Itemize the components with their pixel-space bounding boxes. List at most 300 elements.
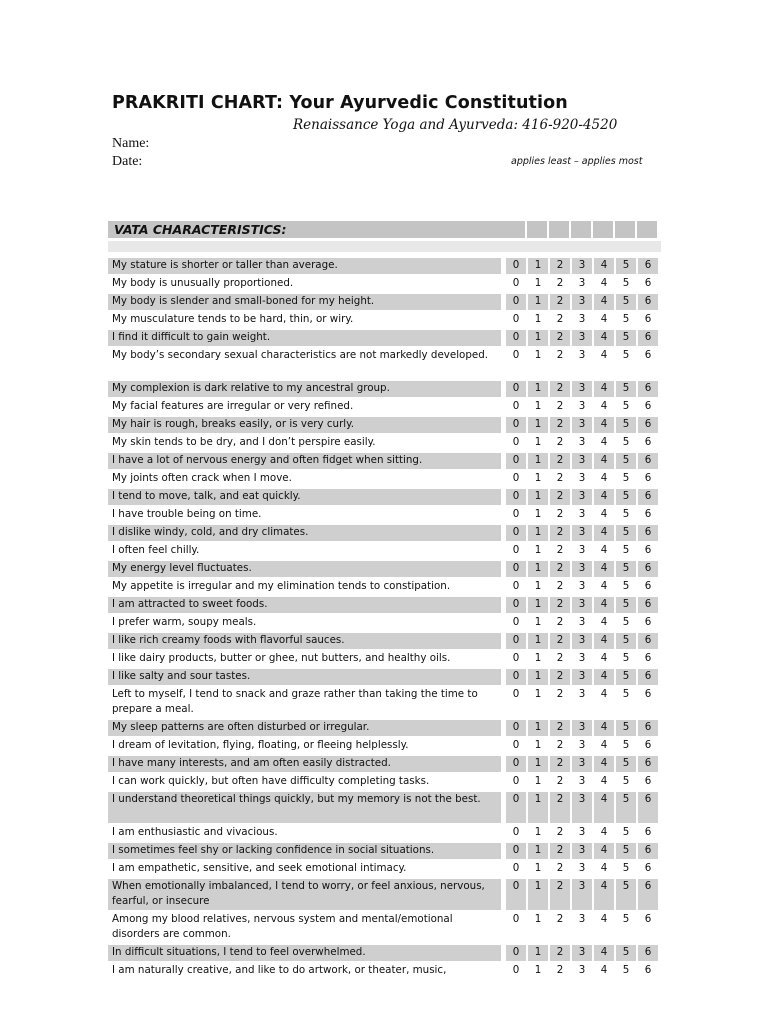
score-option-5[interactable]: 5 bbox=[615, 417, 636, 433]
score-option-0[interactable]: 0 bbox=[505, 507, 526, 522]
score-option-3[interactable]: 3 bbox=[571, 471, 592, 486]
table-row bbox=[108, 687, 661, 718]
score-option-5[interactable]: 5 bbox=[615, 720, 636, 736]
score-option-2[interactable]: 2 bbox=[549, 348, 570, 363]
row-statement: My body is unusually proportioned. bbox=[112, 277, 294, 289]
score-option-0[interactable]: 0 bbox=[505, 825, 526, 840]
score-option-6[interactable]: 6 bbox=[637, 435, 658, 450]
score-option-4[interactable]: 4 bbox=[593, 615, 614, 630]
table-row bbox=[108, 963, 661, 979]
score-option-5[interactable]: 5 bbox=[615, 651, 636, 666]
score-option-5[interactable]: 5 bbox=[615, 348, 636, 363]
score-option-6[interactable]: 6 bbox=[637, 633, 658, 649]
score-option-4[interactable]: 4 bbox=[593, 312, 614, 327]
score-option-2[interactable]: 2 bbox=[549, 912, 570, 927]
score-option-3[interactable]: 3 bbox=[571, 276, 592, 291]
score-option-0[interactable]: 0 bbox=[505, 861, 526, 876]
score-option-3[interactable]: 3 bbox=[571, 633, 592, 649]
score-option-1[interactable]: 1 bbox=[527, 330, 548, 346]
score-option-2[interactable]: 2 bbox=[549, 651, 570, 666]
score-option-2[interactable]: 2 bbox=[549, 294, 570, 310]
score-option-4[interactable]: 4 bbox=[593, 489, 614, 505]
score-option-4[interactable]: 4 bbox=[593, 843, 614, 859]
row-statement: I sometimes feel shy or lacking confidence in social situations. bbox=[108, 843, 501, 859]
score-option-4[interactable]: 4 bbox=[593, 258, 614, 274]
page-subtitle: Renaissance Yoga and Ayurveda: 416-920-4520 bbox=[293, 117, 618, 133]
row-statement: Among my blood relatives, nervous system and mental/emotional disorders are common. bbox=[112, 913, 453, 940]
row-statement: I am naturally creative, and like to do artwork, or theater, music, bbox=[112, 964, 447, 976]
score-option-6[interactable]: 6 bbox=[637, 330, 658, 346]
score-option-0[interactable]: 0 bbox=[505, 561, 526, 577]
score-option-3[interactable]: 3 bbox=[571, 651, 592, 666]
score-option-5[interactable]: 5 bbox=[615, 489, 636, 505]
score-option-6[interactable]: 6 bbox=[637, 294, 658, 310]
score-option-4[interactable]: 4 bbox=[593, 381, 614, 397]
row-statement: In difficult situations, I tend to feel overwhelmed. bbox=[108, 945, 501, 961]
score-option-0[interactable]: 0 bbox=[505, 669, 526, 685]
score-option-4[interactable]: 4 bbox=[593, 687, 614, 702]
score-option-0[interactable]: 0 bbox=[505, 912, 526, 927]
date-label: Date: bbox=[112, 154, 143, 169]
score-option-5[interactable]: 5 bbox=[615, 825, 636, 840]
score-option-1[interactable]: 1 bbox=[527, 258, 548, 274]
score-option-5[interactable]: 5 bbox=[615, 276, 636, 291]
table-row bbox=[108, 525, 661, 541]
score-option-5[interactable]: 5 bbox=[615, 579, 636, 594]
score-option-5[interactable]: 5 bbox=[615, 633, 636, 649]
score-option-2[interactable]: 2 bbox=[549, 453, 570, 469]
score-option-5[interactable]: 5 bbox=[615, 945, 636, 961]
score-option-3[interactable]: 3 bbox=[571, 453, 592, 469]
score-option-2[interactable]: 2 bbox=[549, 417, 570, 433]
score-option-0[interactable]: 0 bbox=[505, 543, 526, 558]
score-option-0[interactable]: 0 bbox=[505, 348, 526, 363]
score-option-1[interactable]: 1 bbox=[527, 774, 548, 789]
table-row bbox=[108, 330, 661, 346]
score-option-4[interactable]: 4 bbox=[593, 720, 614, 736]
score-option-3[interactable]: 3 bbox=[571, 258, 592, 274]
score-option-3[interactable]: 3 bbox=[571, 687, 592, 702]
score-option-2[interactable]: 2 bbox=[549, 825, 570, 840]
row-statement: I am empathetic, sensitive, and seek emotional intimacy. bbox=[112, 862, 407, 874]
score-option-4[interactable]: 4 bbox=[593, 738, 614, 753]
score-option-4[interactable]: 4 bbox=[593, 294, 614, 310]
score-option-5[interactable]: 5 bbox=[615, 843, 636, 859]
score-option-1[interactable]: 1 bbox=[527, 579, 548, 594]
table-row bbox=[108, 879, 661, 910]
score-option-1[interactable]: 1 bbox=[527, 453, 548, 469]
score-option-0[interactable]: 0 bbox=[505, 651, 526, 666]
score-option-3[interactable]: 3 bbox=[571, 615, 592, 630]
score-option-5[interactable]: 5 bbox=[615, 963, 636, 978]
score-option-4[interactable]: 4 bbox=[593, 651, 614, 666]
score-option-1[interactable]: 1 bbox=[527, 417, 548, 433]
score-option-6[interactable]: 6 bbox=[637, 276, 658, 291]
score-option-5[interactable]: 5 bbox=[615, 687, 636, 702]
row-statement: My skin tends to be dry, and I don’t perspire easily. bbox=[112, 436, 376, 448]
score-option-0[interactable]: 0 bbox=[505, 597, 526, 613]
score-option-6[interactable]: 6 bbox=[637, 651, 658, 666]
score-option-6[interactable]: 6 bbox=[637, 774, 658, 789]
score-option-6[interactable]: 6 bbox=[637, 738, 658, 753]
score-option-5[interactable]: 5 bbox=[615, 738, 636, 753]
score-option-5[interactable]: 5 bbox=[615, 756, 636, 772]
score-option-1[interactable]: 1 bbox=[527, 861, 548, 876]
score-option-5[interactable]: 5 bbox=[615, 399, 636, 414]
score-option-3[interactable]: 3 bbox=[571, 720, 592, 736]
score-option-0[interactable]: 0 bbox=[505, 963, 526, 978]
header-cell bbox=[549, 221, 570, 238]
score-option-6[interactable]: 6 bbox=[637, 825, 658, 840]
score-option-3[interactable]: 3 bbox=[571, 669, 592, 685]
row-statement: I can work quickly, but often have difficulty completing tasks. bbox=[112, 775, 430, 787]
score-option-4[interactable]: 4 bbox=[593, 792, 614, 823]
score-option-2[interactable]: 2 bbox=[549, 720, 570, 736]
score-option-2[interactable]: 2 bbox=[549, 258, 570, 274]
score-option-5[interactable]: 5 bbox=[615, 471, 636, 486]
row-statement: I understand theoretical things quickly, but my memory is not the best. bbox=[108, 792, 501, 823]
score-option-1[interactable]: 1 bbox=[527, 312, 548, 327]
table-row bbox=[108, 843, 661, 859]
score-option-1[interactable]: 1 bbox=[527, 471, 548, 486]
score-option-5[interactable]: 5 bbox=[615, 792, 636, 823]
score-option-2[interactable]: 2 bbox=[549, 471, 570, 486]
score-option-1[interactable]: 1 bbox=[527, 963, 548, 978]
score-option-4[interactable]: 4 bbox=[593, 543, 614, 558]
table-row bbox=[108, 276, 661, 292]
score-option-5[interactable]: 5 bbox=[615, 453, 636, 469]
score-option-6[interactable]: 6 bbox=[637, 843, 658, 859]
score-option-0[interactable]: 0 bbox=[505, 945, 526, 961]
score-option-4[interactable]: 4 bbox=[593, 399, 614, 414]
score-option-0[interactable]: 0 bbox=[505, 453, 526, 469]
score-option-1[interactable]: 1 bbox=[527, 561, 548, 577]
score-option-0[interactable]: 0 bbox=[505, 579, 526, 594]
score-option-5[interactable]: 5 bbox=[615, 669, 636, 685]
score-option-5[interactable]: 5 bbox=[615, 258, 636, 274]
score-option-6[interactable]: 6 bbox=[637, 348, 658, 363]
score-option-3[interactable]: 3 bbox=[571, 330, 592, 346]
score-option-6[interactable]: 6 bbox=[637, 687, 658, 702]
score-option-1[interactable]: 1 bbox=[527, 687, 548, 702]
table-row bbox=[108, 912, 661, 943]
score-option-6[interactable]: 6 bbox=[637, 258, 658, 274]
score-option-0[interactable]: 0 bbox=[505, 258, 526, 274]
score-option-0[interactable]: 0 bbox=[505, 738, 526, 753]
score-option-2[interactable]: 2 bbox=[549, 861, 570, 876]
score-option-3[interactable]: 3 bbox=[571, 774, 592, 789]
score-option-6[interactable]: 6 bbox=[637, 525, 658, 541]
score-option-4[interactable]: 4 bbox=[593, 861, 614, 876]
score-option-0[interactable]: 0 bbox=[505, 720, 526, 736]
score-option-1[interactable]: 1 bbox=[527, 276, 548, 291]
score-option-5[interactable]: 5 bbox=[615, 312, 636, 327]
score-option-1[interactable]: 1 bbox=[527, 348, 548, 363]
table-row bbox=[108, 312, 661, 328]
score-option-1[interactable]: 1 bbox=[527, 792, 548, 823]
row-statement: My body is slender and small-boned for my height. bbox=[108, 294, 501, 310]
score-option-5[interactable]: 5 bbox=[615, 615, 636, 630]
score-option-5[interactable]: 5 bbox=[615, 879, 636, 910]
score-option-0[interactable]: 0 bbox=[505, 399, 526, 414]
score-option-6[interactable]: 6 bbox=[637, 453, 658, 469]
score-option-2[interactable]: 2 bbox=[549, 756, 570, 772]
score-option-0[interactable]: 0 bbox=[505, 489, 526, 505]
score-option-5[interactable]: 5 bbox=[615, 561, 636, 577]
score-option-4[interactable]: 4 bbox=[593, 330, 614, 346]
score-option-5[interactable]: 5 bbox=[615, 381, 636, 397]
score-option-1[interactable]: 1 bbox=[527, 525, 548, 541]
score-option-1[interactable]: 1 bbox=[527, 633, 548, 649]
score-option-4[interactable]: 4 bbox=[593, 435, 614, 450]
score-option-3[interactable]: 3 bbox=[571, 489, 592, 505]
table-row bbox=[108, 507, 661, 523]
score-option-2[interactable]: 2 bbox=[549, 738, 570, 753]
table-row bbox=[108, 417, 661, 433]
score-option-3[interactable]: 3 bbox=[571, 963, 592, 978]
score-option-6[interactable]: 6 bbox=[637, 945, 658, 961]
score-option-0[interactable]: 0 bbox=[505, 312, 526, 327]
score-option-2[interactable]: 2 bbox=[549, 435, 570, 450]
score-option-4[interactable]: 4 bbox=[593, 756, 614, 772]
score-option-2[interactable]: 2 bbox=[549, 399, 570, 414]
score-option-4[interactable]: 4 bbox=[593, 669, 614, 685]
row-statement: I dislike windy, cold, and dry climates. bbox=[108, 525, 501, 541]
score-option-1[interactable]: 1 bbox=[527, 912, 548, 927]
table-row bbox=[108, 825, 661, 841]
score-option-2[interactable]: 2 bbox=[549, 330, 570, 346]
score-option-6[interactable]: 6 bbox=[637, 489, 658, 505]
header-cell bbox=[527, 221, 548, 238]
score-option-2[interactable]: 2 bbox=[549, 525, 570, 541]
row-statement: I dream of levitation, flying, floating, or fleeing helplessly. bbox=[112, 739, 409, 751]
score-option-2[interactable]: 2 bbox=[549, 687, 570, 702]
score-option-1[interactable]: 1 bbox=[527, 879, 548, 910]
score-option-1[interactable]: 1 bbox=[527, 825, 548, 840]
score-option-3[interactable]: 3 bbox=[571, 348, 592, 363]
score-option-2[interactable]: 2 bbox=[549, 945, 570, 961]
score-option-3[interactable]: 3 bbox=[571, 879, 592, 910]
score-option-3[interactable]: 3 bbox=[571, 738, 592, 753]
score-option-5[interactable]: 5 bbox=[615, 435, 636, 450]
score-option-2[interactable]: 2 bbox=[549, 597, 570, 613]
table-row bbox=[108, 861, 661, 877]
row-statement: I am enthusiastic and vivacious. bbox=[112, 826, 278, 838]
score-option-1[interactable]: 1 bbox=[527, 669, 548, 685]
score-option-6[interactable]: 6 bbox=[637, 507, 658, 522]
score-option-3[interactable]: 3 bbox=[571, 399, 592, 414]
score-option-1[interactable]: 1 bbox=[527, 381, 548, 397]
score-option-6[interactable]: 6 bbox=[637, 543, 658, 558]
score-option-1[interactable]: 1 bbox=[527, 945, 548, 961]
score-option-1[interactable]: 1 bbox=[527, 756, 548, 772]
score-option-3[interactable]: 3 bbox=[571, 417, 592, 433]
score-option-2[interactable]: 2 bbox=[549, 963, 570, 978]
score-option-6[interactable]: 6 bbox=[637, 312, 658, 327]
score-option-3[interactable]: 3 bbox=[571, 597, 592, 613]
score-option-1[interactable]: 1 bbox=[527, 597, 548, 613]
score-option-0[interactable]: 0 bbox=[505, 879, 526, 910]
header-cell bbox=[593, 221, 614, 238]
score-option-2[interactable]: 2 bbox=[549, 381, 570, 397]
score-option-3[interactable]: 3 bbox=[571, 525, 592, 541]
score-option-3[interactable]: 3 bbox=[571, 381, 592, 397]
score-option-6[interactable]: 6 bbox=[637, 720, 658, 736]
score-option-5[interactable]: 5 bbox=[615, 330, 636, 346]
score-option-3[interactable]: 3 bbox=[571, 561, 592, 577]
score-option-3[interactable]: 3 bbox=[571, 543, 592, 558]
score-option-2[interactable]: 2 bbox=[549, 489, 570, 505]
score-option-4[interactable]: 4 bbox=[593, 348, 614, 363]
score-option-4[interactable]: 4 bbox=[593, 774, 614, 789]
score-option-4[interactable]: 4 bbox=[593, 825, 614, 840]
score-option-1[interactable]: 1 bbox=[527, 843, 548, 859]
score-option-1[interactable]: 1 bbox=[527, 489, 548, 505]
score-option-6[interactable]: 6 bbox=[637, 912, 658, 927]
score-option-4[interactable]: 4 bbox=[593, 453, 614, 469]
score-option-5[interactable]: 5 bbox=[615, 774, 636, 789]
score-option-6[interactable]: 6 bbox=[637, 669, 658, 685]
score-option-6[interactable]: 6 bbox=[637, 879, 658, 910]
score-option-2[interactable]: 2 bbox=[549, 843, 570, 859]
score-option-4[interactable]: 4 bbox=[593, 879, 614, 910]
score-option-1[interactable]: 1 bbox=[527, 294, 548, 310]
score-option-2[interactable]: 2 bbox=[549, 507, 570, 522]
score-option-5[interactable]: 5 bbox=[615, 861, 636, 876]
row-statement: I find it difficult to gain weight. bbox=[108, 330, 501, 346]
score-option-4[interactable]: 4 bbox=[593, 945, 614, 961]
row-statement: My stature is shorter or taller than average. bbox=[108, 258, 501, 274]
score-option-4[interactable]: 4 bbox=[593, 276, 614, 291]
score-option-4[interactable]: 4 bbox=[593, 963, 614, 978]
score-option-2[interactable]: 2 bbox=[549, 312, 570, 327]
score-option-4[interactable]: 4 bbox=[593, 471, 614, 486]
score-option-5[interactable]: 5 bbox=[615, 294, 636, 310]
score-option-4[interactable]: 4 bbox=[593, 579, 614, 594]
score-option-3[interactable]: 3 bbox=[571, 756, 592, 772]
score-option-6[interactable]: 6 bbox=[637, 471, 658, 486]
score-option-0[interactable]: 0 bbox=[505, 417, 526, 433]
score-option-0[interactable]: 0 bbox=[505, 774, 526, 789]
score-option-6[interactable]: 6 bbox=[637, 381, 658, 397]
table-row bbox=[108, 633, 661, 649]
row-statement: I prefer warm, soupy meals. bbox=[112, 616, 257, 628]
score-option-1[interactable]: 1 bbox=[527, 543, 548, 558]
score-option-0[interactable]: 0 bbox=[505, 525, 526, 541]
score-option-6[interactable]: 6 bbox=[637, 399, 658, 414]
header-cell bbox=[505, 221, 526, 238]
score-option-3[interactable]: 3 bbox=[571, 825, 592, 840]
score-option-0[interactable]: 0 bbox=[505, 756, 526, 772]
score-option-0[interactable]: 0 bbox=[505, 615, 526, 630]
score-option-0[interactable]: 0 bbox=[505, 381, 526, 397]
score-option-3[interactable]: 3 bbox=[571, 843, 592, 859]
score-option-1[interactable]: 1 bbox=[527, 651, 548, 666]
score-option-1[interactable]: 1 bbox=[527, 507, 548, 522]
score-option-6[interactable]: 6 bbox=[637, 756, 658, 772]
score-option-2[interactable]: 2 bbox=[549, 633, 570, 649]
score-option-5[interactable]: 5 bbox=[615, 507, 636, 522]
score-option-3[interactable]: 3 bbox=[571, 912, 592, 927]
row-statement: I am attracted to sweet foods. bbox=[108, 597, 501, 613]
score-option-3[interactable]: 3 bbox=[571, 792, 592, 823]
score-option-5[interactable]: 5 bbox=[615, 597, 636, 613]
score-option-4[interactable]: 4 bbox=[593, 417, 614, 433]
score-option-3[interactable]: 3 bbox=[571, 312, 592, 327]
score-option-3[interactable]: 3 bbox=[571, 945, 592, 961]
score-option-3[interactable]: 3 bbox=[571, 435, 592, 450]
score-option-6[interactable]: 6 bbox=[637, 417, 658, 433]
table-row bbox=[108, 258, 661, 274]
score-option-2[interactable]: 2 bbox=[549, 561, 570, 577]
score-option-1[interactable]: 1 bbox=[527, 399, 548, 414]
row-statement: My hair is rough, breaks easily, or is very curly. bbox=[108, 417, 501, 433]
score-option-6[interactable]: 6 bbox=[637, 963, 658, 978]
score-option-1[interactable]: 1 bbox=[527, 615, 548, 630]
score-option-2[interactable]: 2 bbox=[549, 774, 570, 789]
score-option-1[interactable]: 1 bbox=[527, 720, 548, 736]
score-option-4[interactable]: 4 bbox=[593, 561, 614, 577]
score-option-5[interactable]: 5 bbox=[615, 912, 636, 927]
score-option-1[interactable]: 1 bbox=[527, 435, 548, 450]
score-option-0[interactable]: 0 bbox=[505, 294, 526, 310]
score-option-5[interactable]: 5 bbox=[615, 543, 636, 558]
score-option-4[interactable]: 4 bbox=[593, 507, 614, 522]
score-option-0[interactable]: 0 bbox=[505, 471, 526, 486]
score-option-6[interactable]: 6 bbox=[637, 561, 658, 577]
score-option-0[interactable]: 0 bbox=[505, 792, 526, 823]
table-row bbox=[108, 792, 661, 823]
score-option-2[interactable]: 2 bbox=[549, 543, 570, 558]
row-statement: I have a lot of nervous energy and often fidget when sitting. bbox=[108, 453, 501, 469]
score-option-0[interactable]: 0 bbox=[505, 843, 526, 859]
table-row bbox=[108, 945, 661, 961]
score-option-6[interactable]: 6 bbox=[637, 861, 658, 876]
score-option-0[interactable]: 0 bbox=[505, 330, 526, 346]
score-option-2[interactable]: 2 bbox=[549, 579, 570, 594]
score-option-3[interactable]: 3 bbox=[571, 294, 592, 310]
score-option-2[interactable]: 2 bbox=[549, 276, 570, 291]
score-option-0[interactable]: 0 bbox=[505, 633, 526, 649]
score-option-4[interactable]: 4 bbox=[593, 597, 614, 613]
score-option-0[interactable]: 0 bbox=[505, 687, 526, 702]
score-option-2[interactable]: 2 bbox=[549, 879, 570, 910]
score-option-2[interactable]: 2 bbox=[549, 792, 570, 823]
score-option-5[interactable]: 5 bbox=[615, 525, 636, 541]
row-statement: My appetite is irregular and my elimination tends to constipation. bbox=[112, 580, 451, 592]
score-option-3[interactable]: 3 bbox=[571, 507, 592, 522]
score-option-2[interactable]: 2 bbox=[549, 615, 570, 630]
score-option-0[interactable]: 0 bbox=[505, 435, 526, 450]
score-option-6[interactable]: 6 bbox=[637, 579, 658, 594]
score-option-0[interactable]: 0 bbox=[505, 276, 526, 291]
score-option-6[interactable]: 6 bbox=[637, 597, 658, 613]
row-statement: My musculature tends to be hard, thin, or wiry. bbox=[112, 313, 354, 325]
score-option-4[interactable]: 4 bbox=[593, 633, 614, 649]
score-option-3[interactable]: 3 bbox=[571, 861, 592, 876]
score-option-6[interactable]: 6 bbox=[637, 792, 658, 823]
score-option-4[interactable]: 4 bbox=[593, 912, 614, 927]
score-option-4[interactable]: 4 bbox=[593, 525, 614, 541]
row-statement: My body’s secondary sexual characteristics are not markedly developed. bbox=[112, 349, 489, 361]
table-row bbox=[108, 543, 661, 559]
score-option-6[interactable]: 6 bbox=[637, 615, 658, 630]
score-option-3[interactable]: 3 bbox=[571, 579, 592, 594]
table-row bbox=[108, 756, 661, 772]
row-statement: I have trouble being on time. bbox=[112, 508, 262, 520]
score-option-1[interactable]: 1 bbox=[527, 738, 548, 753]
score-option-2[interactable]: 2 bbox=[549, 669, 570, 685]
